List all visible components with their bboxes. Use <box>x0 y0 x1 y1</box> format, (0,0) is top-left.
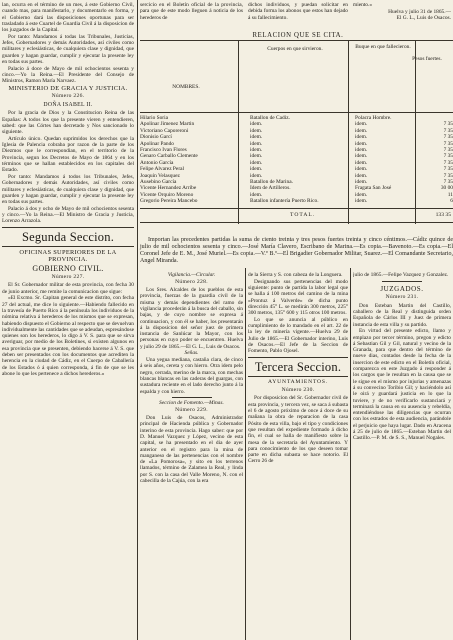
header-names: NOMBRES. <box>172 84 200 90</box>
table-cell-pesos: 6 <box>450 198 453 205</box>
table-cell-pesos: 11 <box>447 191 453 198</box>
table-cell-corps: Idem de Artilleros. <box>250 185 291 192</box>
table-cell-name: Dionisio Garcí <box>140 134 172 141</box>
table-cell-dest: idem. <box>355 140 368 147</box>
header-dest: Buque en que fallecieron. <box>355 44 411 50</box>
mid-lower-column <box>140 272 243 638</box>
gobierno-civil-heading: GOBIERNO CIVIL. <box>32 263 104 273</box>
table-cell-name: Francisco Ivan Flores <box>140 146 187 153</box>
number-230: Número 230. <box>281 387 315 394</box>
table-col-line <box>238 40 239 224</box>
sub-rule <box>172 397 212 398</box>
left-paragraph-3: Palacio á doce de Mayo de mil ochocientos sesenta y cinco.—Yo la Reina.—El Presidente del Consejo de Ministros, Ramon María Narvaez. <box>2 65 134 85</box>
table-cell-pesos: 7 35 <box>443 140 453 147</box>
table-cell-corps: idem. <box>250 146 263 153</box>
table-cell-corps: idem. <box>250 166 263 173</box>
table-cell-corps: idem. <box>250 159 263 166</box>
table-cell-dest: idem. <box>355 159 368 166</box>
left-column <box>2 2 134 638</box>
table-cell-dest: Polacra Hombre. <box>355 115 392 121</box>
table-cell-dest: idem. <box>355 191 368 198</box>
left-paragraph-7: Palacio á dos y ocho de Mayo de mil ochocientos sesenta y cinco.—Yo la Reina.—El Ministro de Gracia y Justicia, Lorenzo Arrazola. <box>2 205 134 225</box>
table-cell-name: Hilario Soria <box>140 115 168 121</box>
table-cell-name: Victoriano Caporeroni <box>140 127 189 134</box>
vigilancia-title: Vigilancia.—Circular. <box>167 272 216 278</box>
section-rule <box>248 357 348 358</box>
table-cell-name: Felipe Alvarez Peral <box>140 166 185 173</box>
left-paragraph-8: El Sr. Gobernador militar de esta provincia, con fecha 30 de junio anterior, me remite la comunicacion que sigue: <box>2 282 134 295</box>
c-paragraph-3: Designando sus pertenencias del modo siguiente: punto de partida la labor legal que se halla á 100 metros del camino de la mina «Prontuz á Valverde» de dicha punto dirección 45° L. se medirán 300 metros, 225° 300 metros, 135° 600 y 115 otros 100 metros. <box>248 278 348 317</box>
left-top-paragraph: lan, ocurra en el término de un mes, á este Gobierno Civil, cuando mas, para manifestarlo, y documentarlo en forma, y el Gobierno dará las disposiciones oportunas para ser trasladado á este Cuartel de Guardia Civil á la disposicion de los juzgados de la Capital. <box>2 2 134 34</box>
table-header-rule <box>140 112 453 113</box>
number-227: Número 227. <box>51 273 85 280</box>
column-divider <box>245 268 246 640</box>
table-cell-corps: idem. <box>250 127 263 134</box>
table-cell-corps: Batallon de Cadiz. <box>250 115 290 121</box>
table-cell-dest: idem. <box>355 134 368 141</box>
table-cell-dest: Fragata San José <box>355 185 392 192</box>
table-cell-corps: Batallon infantería Puerto Rico. <box>250 198 319 205</box>
table-cell-dest: idem. <box>355 198 368 205</box>
number-231: Número 231. <box>385 294 419 301</box>
fomento-title: Seccion de Fomento.—Minas. <box>159 399 224 406</box>
table-cell-dest: idem. <box>355 178 368 185</box>
decree-number: Número 226. <box>51 93 85 100</box>
importan-paragraph <box>140 237 453 265</box>
table-cell-name: Gregorio Pereira Mancebo <box>140 198 198 205</box>
table-cell-dest: idem. <box>355 172 368 179</box>
table-bottom-rule <box>140 222 453 223</box>
table-cell-pesos: 7 35 <box>443 146 453 153</box>
table-total-rule <box>140 208 453 209</box>
names-column <box>140 115 232 204</box>
importan-text: Importan las precedentes partidas la suma de ciento treinta y tres pesos fuertes treinta y cinco céntimos.—Cádiz quince de julio de mil ochocientos sesenta y cinco.—José María Clavero, Escribano de Marina.—Es copia.—Bavenoto.—Es copia.—El Coronel Jefe de E. M., José Muriel.—Es copia.—V.º B.º—El Brigadier Gobernador Militar, Suarez.—El Comandante Secretario, Angel Miranda. <box>140 237 453 264</box>
table-cell-name: Apolinar Jimenez Martin <box>140 121 195 128</box>
total-label: TOTAL. <box>290 212 316 218</box>
table-cell-dest: idem. <box>355 166 368 173</box>
header-pesos: Pesos fuertes. <box>412 56 442 62</box>
right-lower-column <box>353 272 451 638</box>
table-cell-pesos: 7 35 <box>443 127 453 134</box>
dona-isabel: DOÑA ISABEL II. <box>43 101 93 108</box>
left-paragraph-9: «El Excmo. Sr. Capitan general de este distrito, con fecha 27 del actual, me dice lo siguiente.—Habiendo fallecido en la travesía de Puerto Rico á la península los individuos de la nómina relativa á herederos de los mismos que se expresan, habiendo dispuesto el Gobierno al respecto que se devuelvan individualmente las cantidades que se adeudan, espresándose quienes son los herederos, lo digo á V. S. para que se sirva averiguar, por medio de los Boletines, si existen algunos en esa provincia que se presenten, debiendo hacerse á V. S. que deben ser presentados con los documentos que acrediten la herencia en la ciudad de Cádiz, en el Cuerpo de Caballería de los Estados ó á quien corresponda, á fin de que se les abone lo que les pertenece a dichos herederos.» <box>2 295 134 377</box>
pesos-column <box>408 115 453 204</box>
oficinas-heading: OFICINAS SUPERIORES DE LA PROVINCIA. <box>19 248 117 264</box>
table-cell-pesos: 7 35 <box>443 159 453 166</box>
table-cell-pesos: 30 00 <box>440 185 453 192</box>
left-paragraph-2: Por tanto: Mandamos á todas las Tribunales, Justicias, Jefes, Gobernadores y demás Autoridades, así civiles como militares y eclesiásticas, de cualquiera clase y dignidad, que guarden y hagan guardar, cumplir y ejecutar la presente ley en todas sus partes. <box>2 33 134 66</box>
number-228: Número 228. <box>175 278 208 285</box>
c-top-paragraph: dichos individuos, y puedan solicitar en debida forma los abonos que estos han dejado á su fallecimiento. <box>248 2 348 21</box>
vigilancia-paragraph: Los Sres. Alcaldes de los pueblos de esta provincia, fuerzas de la guardia civil de la misma y demás dependientes del ramo de vigilancia procederán á la busca del caballo, sin bajas, y de cuyo nombre se expresa á continuacion, y con él se haber, los presentarán á la disposicion del señor juez de primera instancia de Sanlúcar la Mayor, con los personas en cuyo poder se encuentren. Huelva y julio 29 de 1865.—El G. L., Luis de Osacos. <box>140 287 243 350</box>
left-paragraph-5: Artículo único. Quedan suprimidos los derechos que la Iglesia de Palencia cobraba por razon de la parte de los Diezmos que le correspondian, en el territorio de la Provincia, segun los Decretos de Mayo de 1864 y en los términos que se hallan establecidos en los capitales del Estado. <box>2 135 134 174</box>
juzgados-heading: JUZGADOS. <box>380 285 424 294</box>
right-top-2: Huelva y julio 31 de 1865.— <box>388 8 451 15</box>
table-cell-name: Genaro Carballo Clemente <box>140 153 198 160</box>
corps-column <box>250 115 345 204</box>
table-cell-dest: idem. <box>355 127 368 134</box>
ministry-heading: MINISTERIO DE GRACIA Y JUSTICIA. <box>8 85 128 93</box>
table-cell-corps: idem. <box>250 191 263 198</box>
c-lower-column <box>248 272 348 638</box>
table-cell-pesos: 7 35 <box>443 153 453 160</box>
table-col-line <box>348 40 349 224</box>
table-cell-dest: idem. <box>355 121 368 128</box>
right-top-1: miento.» <box>353 2 373 8</box>
ayuntamientos-heading: AYUNTAMIENTOS. <box>267 378 328 385</box>
fomento-paragraph: Don Luis de Osacos, Administrador principal de Hacienda pública y Gobernador interino de esta provincia. Hago saber: que por D. Manuel Vazquez y López, vecino de esta capital, se ha presentado en el dia de ayer anterior en el registro para la mina de manganeso de las pertenencias con el nombre de «La Pomorosa», y sito en los terrenos llamados, término de Zalamea la Real, y linda por S. con la casa del Valle Moreno, N. con el cabecilla de la Cajúa, con la era <box>140 415 243 484</box>
table-cell-corps: idem. <box>250 172 263 179</box>
table-cell-pesos: 7 35 <box>443 172 453 179</box>
table-cell-name: Vicente Orquiro Moreno <box>140 191 194 198</box>
section-rule <box>2 246 134 247</box>
right-paragraph-3: En virtud del presente edicto, llamo y emplazo por tercer término, pregon y edicto á Sebastian Gil y Gil, natural y vecino de la Granada, para que dentro del término de nueve dias, contados desde la fecha de la insercion de este edicto en el Boletín oficial, comparezca en este Juzgado á responder á los cargos que le resultan en la causa que se le sigue en el mismo por injurias y amenazas á su convecino Toribio Gil; y haciéndolo así le oirá y guardará justicia en lo que la tuviere, y de no verificarlo sustanciará y terminará la causa en su ausencia y rebeldía, entendiéndose las diligencias que ocurran con los estrados de esta audiencia, parándole el perjuicio que haya lugar. Dado en Aracena á 25 de julio de 1865.—Esteban Martin del Castillo.—P. M. de S. S., Manuel Nogales. <box>353 328 451 442</box>
table-top-rule <box>140 40 453 41</box>
table-cell-name: Vicente Hernandez Arribe <box>140 185 197 192</box>
relacion-table <box>140 0 453 230</box>
header-corps: Cuerpos en que sirvieron. <box>267 46 323 52</box>
table-cell-corps: Batallon de Marina. <box>250 178 293 185</box>
senas-title: Señas. <box>184 350 199 357</box>
column-divider <box>350 268 351 640</box>
c-paragraph-5: Por disposicion del Sr. Gobernador civil de esta provincia, y tercera vez, se saca á subasta el 6 de agosto próximo de once á doce de su mañana la obra de reparacion de la casa Pósito de esta villa, bajo el tipo y condiciones que resultan del expediente formado á dicho fin, el cual se halla de manifiesto sobre la mesa de la secretaría del Ayuntamiento. Y para conocimiento de los que deseen tomar parte en dicha subasta se hace notorio. El Cerro 26 de <box>248 395 348 465</box>
table-cell-pesos: 7 35 <box>443 178 453 185</box>
table-cell-corps: idem. <box>250 121 263 128</box>
left-paragraph-6: Por tanto: Mandamos á todos los Tribunales, Jefes, Gobernadores y demás Autoridades, así civiles como militares y eclesiásticas, de cualquiera clase y dignidad, que guarden y hagan guardar, cumplir y ejecutar la presente ley en todas sus partes. <box>2 174 134 206</box>
sub-rule <box>382 281 422 282</box>
table-cell-dest: idem. <box>355 146 368 153</box>
c-paragraph-2: de la Sierra y S. con cabeza de la Longuera. <box>248 272 343 278</box>
senas-paragraph: Una yegua mediana, castaña clara, de cinco á seis años, cereta y con hierro. Otra idem pelo negro, cerrada, merino de la marca, con mechas blancas blancas en las caderas del guargas, con sustadura reciente en el lado derecho junto á la espalda y con hierro. <box>140 357 243 395</box>
column-divider <box>137 0 138 640</box>
table-cell-corps: idem. <box>250 140 263 147</box>
table-cell-dest: idem. <box>355 153 368 160</box>
total-value: 133 35 <box>435 212 451 218</box>
right-top-3: El G. L., Luis de Osacos. <box>396 15 451 22</box>
section-rule <box>248 376 348 377</box>
table-cell-name: Joaquin Velasquez <box>140 172 180 179</box>
tercera-seccion-heading: Tercera Seccion. <box>254 359 342 374</box>
right-paragraph-1: julio de 1865.—Felipe Vazquez y Gonzalez. <box>353 272 449 278</box>
table-cell-corps: idem. <box>250 134 263 141</box>
section-rule <box>2 227 134 228</box>
table-cell-name: Antonio García <box>140 159 174 166</box>
number-229: Número 229. <box>175 406 208 413</box>
table-cell-pesos: 7 35 <box>443 166 453 173</box>
table-cell-pesos: 7 35 <box>443 121 453 128</box>
table-cell-corps: idem. <box>250 153 263 160</box>
right-paragraph-2: Don Esteban Martin del Castillo, caballero de la Real y distinguida orden Española de Cárlos III y Juez de primera instancia de esta villa y su partido. <box>353 302 451 328</box>
relacion-title: RELACION QUE SE CITA. <box>252 32 344 39</box>
mid-top-paragraph: sercicio en el Boletín oficial de la provincia, para que de este modo lleguen á noticia de los herederos de <box>140 2 243 21</box>
table-cell-name: Ausebino García <box>140 178 177 185</box>
table-cell-name: Apolinar Pando <box>140 140 174 147</box>
table-cell-pesos: 7 35 <box>443 134 453 141</box>
c-paragraph-4: Lo que se anuncia al público en cumplimiento de lo mandado en el art. 22 de la ley de minería vigente.—Huelva 29 de Julio de 1865.—El Gobernador interino, Luis de Osacos.—El Jefe de la Seccion de Fomento, Pablo Ojosel. <box>248 316 348 355</box>
segunda-seccion-heading: Segunda Seccion. <box>21 229 115 244</box>
left-paragraph-4: Por la gracia de Dios y la Constitucion Reina de las Españas: A todos los que la presente vieren y entendieren, sabed: que las Córtes han decretado y Nos sancionado lo siguiente. <box>2 110 134 136</box>
